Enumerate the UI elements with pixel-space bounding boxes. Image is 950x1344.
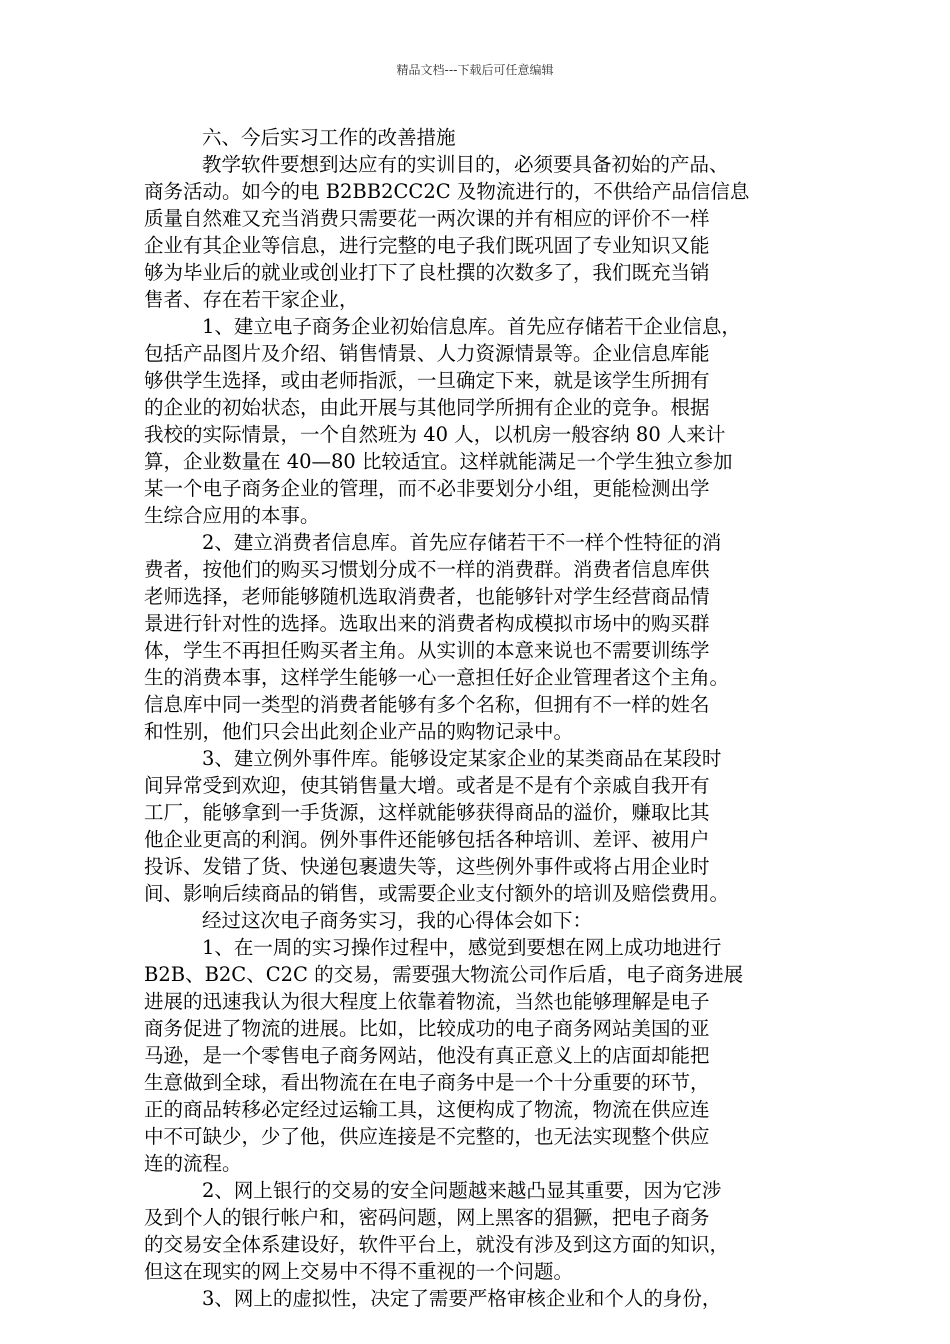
text-line: 质量自然难又充当消费只需要花一两次课的并有相应的评价不一样 bbox=[144, 207, 710, 230]
text-line: 包括产品图片及介绍、销售情景、人力资源情景等。企业信息库能 bbox=[144, 342, 710, 365]
text-line: 经过这次电子商务实习，我的心得体会如下： bbox=[202, 909, 593, 932]
text-line: 某一个电子商务企业的管理，而不必非要划分小组，更能检测出学 bbox=[144, 477, 710, 500]
text-line: 商务促进了物流的进展。比如，比较成功的电子商务网站美国的亚 bbox=[144, 1017, 710, 1040]
text-line: 马逊，是一个零售电子商务网站，他没有真正意义上的店面却能把 bbox=[144, 1044, 710, 1067]
text-line: B2B、B2C、C2C 的交易，需要强大物流公司作后盾，电子商务进展 bbox=[144, 963, 744, 986]
text-line: 和性别，他们只会出此刻企业产品的购物记录中。 bbox=[144, 720, 574, 743]
text-line: 正的商品转移必定经过运输工具，这便构成了物流，物流在供应连 bbox=[144, 1098, 710, 1121]
text-line: 售者、存在若干家企业， bbox=[144, 288, 359, 311]
text-line: 间、影响后续商品的销售，或需要企业支付额外的培训及赔偿费用。 bbox=[144, 882, 730, 905]
text-line: 够为毕业后的就业或创业打下了良杜撰的次数多了，我们既充当销 bbox=[144, 261, 710, 284]
text-line: 2、建立消费者信息库。首先应存储若干不一样个性特征的消 bbox=[202, 531, 722, 554]
text-line: 生意做到全球，看出物流在在电子商务中是一个十分重要的环节， bbox=[144, 1071, 710, 1094]
text-line: 商务活动。如今的电 B2BB2CC2C 及物流进行的，不供给产品信信息 bbox=[144, 180, 750, 203]
text-line: 费者，按他们的购买习惯划分成不一样的消费群。消费者信息库供 bbox=[144, 558, 710, 581]
text-line: 他企业更高的利润。例外事件还能够包括各种培训、差评、被用户 bbox=[144, 828, 710, 851]
text-line: 3、网上的虚拟性，决定了需要严格审核企业和个人的身份， bbox=[202, 1287, 722, 1310]
text-line: 算，企业数量在 40—80 比较适宜。这样就能满足一个学生独立参加 bbox=[144, 450, 733, 473]
text-line: 企业有其企业等信息，进行完整的电子我们既巩固了专业知识又能 bbox=[144, 234, 710, 257]
text-line: 信息库中同一类型的消费者能够有多个名称，但拥有不一样的姓名 bbox=[144, 693, 710, 716]
text-line: 连的流程。 bbox=[144, 1152, 242, 1175]
text-line: 1、建立电子商务企业初始信息库。首先应存储若干企业信息， bbox=[202, 315, 741, 338]
text-line: 生综合应用的本事。 bbox=[144, 504, 320, 527]
text-line: 我校的实际情景，一个自然班为 40 人，以机房一般容纳 80 人来计 bbox=[144, 423, 726, 446]
text-line: 的交易安全体系建设好，软件平台上，就没有涉及到这方面的知识， bbox=[144, 1233, 730, 1256]
text-line: 老师选择，老师能够随机选取消费者，也能够针对学生经营商品情 bbox=[144, 585, 710, 608]
text-line: 间异常受到欢迎，使其销售量大增。或者是不是有个亲戚自我开有 bbox=[144, 774, 710, 797]
text-line: 生的消费本事，这样学生能够一心一意担任好企业管理者这个主角。 bbox=[144, 666, 730, 689]
text-line: 投诉、发错了货、快递包裹遗失等，这些例外事件或将占用企业时 bbox=[144, 855, 710, 878]
text-line: 中不可缺少，少了他，供应连接是不完整的，也无法实现整个供应 bbox=[144, 1125, 710, 1148]
page-header: 精品文档---下载后可任意编辑 bbox=[396, 63, 554, 77]
document-body bbox=[144, 124, 814, 1312]
text-line: 3、建立例外事件库。能够设定某家企业的某类商品在某段时 bbox=[202, 747, 722, 770]
text-line: 1、在一周的实习操作过程中，感觉到要想在网上成功地进行 bbox=[202, 936, 722, 959]
text-line: 但这在现实的网上交易中不得不重视的一个问题。 bbox=[144, 1260, 574, 1283]
text-line: 的企业的初始状态，由此开展与其他同学所拥有企业的竞争。根据 bbox=[144, 396, 710, 419]
text-line: 六、今后实习工作的改善措施 bbox=[202, 126, 456, 149]
text-line: 进展的迅速我认为很大程度上依靠着物流，当然也能够理解是电子 bbox=[144, 990, 710, 1013]
text-line: 够供学生选择，或由老师指派，一旦确定下来，就是该学生所拥有 bbox=[144, 369, 710, 392]
text-line: 工厂，能够拿到一手货源，这样就能够获得商品的溢价，赚取比其 bbox=[144, 801, 710, 824]
text-line: 体，学生不再担任购买者主角。从实训的本意来说也不需要训练学 bbox=[144, 639, 710, 662]
text-line: 2、网上银行的交易的安全问题越来越凸显其重要，因为它涉 bbox=[202, 1179, 722, 1202]
text-line: 及到个人的银行帐户和，密码问题，网上黑客的猖獗，把电子商务 bbox=[144, 1206, 710, 1229]
text-line: 教学软件要想到达应有的实训目的，必须要具备初始的产品、 bbox=[202, 153, 729, 176]
text-line: 景进行针对性的选择。选取出来的消费者构成模拟市场中的购买群 bbox=[144, 612, 710, 635]
